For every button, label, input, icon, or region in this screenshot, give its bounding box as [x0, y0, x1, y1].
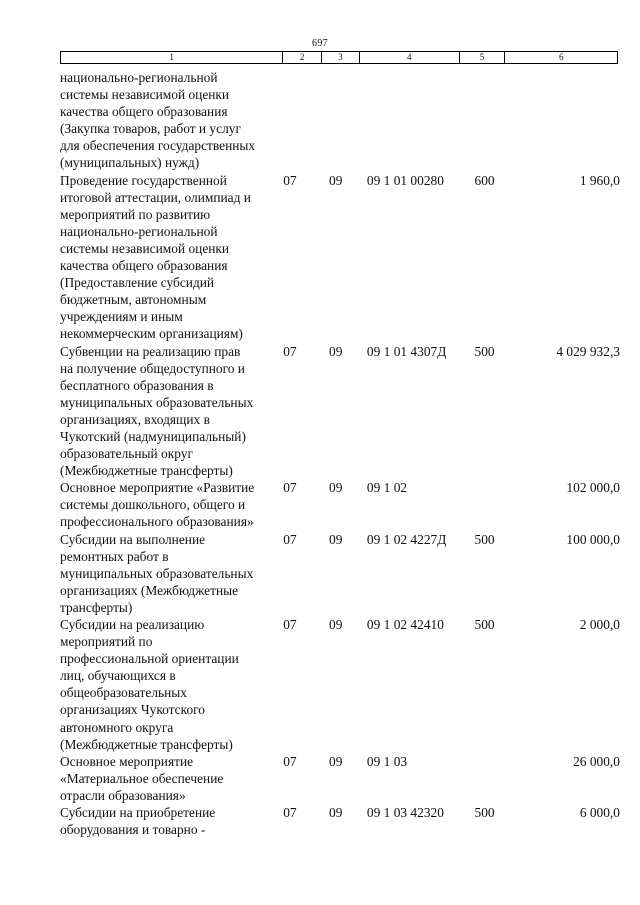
row-name-line: (Закупка товаров, работ и услуг [60, 121, 241, 137]
row-expense-type: 500 [474, 805, 495, 821]
row-name-line: качества общего образования [60, 258, 228, 274]
row-name-line: итоговой аттестации, олимпиад и [60, 189, 251, 205]
row-expense-type [473, 753, 521, 804]
row-name-line: бюджетным, автономным [60, 292, 207, 308]
row-section: 07 [283, 531, 297, 547]
table-row [60, 804, 620, 838]
row-name [60, 804, 281, 838]
row-subsection [321, 69, 367, 172]
header-col-4: 4 [360, 52, 460, 63]
header-col-5: 5 [460, 52, 506, 63]
table-row [60, 172, 620, 343]
row-name [60, 343, 281, 480]
row-name-line: мероприятий по [60, 634, 153, 650]
row-amount: 1 960,0 [579, 172, 620, 188]
row-name-line: ремонтных работ в [60, 548, 169, 564]
header-col-6: 6 [558, 52, 564, 62]
row-section: 07 [283, 753, 297, 769]
table-row [60, 753, 620, 804]
row-name-line: (муниципальных) нужд) [60, 155, 200, 171]
row-name-line: лиц, обучающихся в [60, 668, 176, 684]
table-row [60, 69, 620, 172]
row-expense-type: 500 [474, 343, 495, 359]
row-name-line: для обеспечения государственных [60, 138, 256, 154]
row-name-line: отрасли образования» [60, 787, 186, 803]
row-expense-type [473, 479, 521, 530]
row-name-line: муниципальных образовательных [60, 394, 254, 410]
row-name-line: автономного округа [60, 719, 174, 735]
row-section: 07 [283, 805, 297, 821]
row-target-article: 09 1 02 4227Д [366, 531, 447, 547]
row-name-line: общеобразовательных [60, 685, 188, 701]
row-expense-type: 600 [474, 172, 495, 188]
row-name [60, 172, 281, 343]
row-name [60, 69, 281, 172]
row-name-line: Субвенции на реализацию прав [60, 343, 241, 359]
row-target-article: 09 1 03 42320 [366, 805, 444, 821]
row-name-line: образовательный округ [60, 446, 193, 462]
row-amount: 102 000,0 [566, 480, 620, 496]
row-name-line: системы дошкольного, общего и [60, 497, 246, 513]
row-name-line: Проведение государственной [60, 172, 227, 188]
row-target-article: 09 1 02 [366, 480, 408, 496]
row-name-line: учреждениям и иным [60, 309, 183, 325]
row-amount: 6 000,0 [579, 805, 620, 821]
row-subsection: 09 [329, 805, 343, 821]
row-section: 07 [283, 172, 297, 188]
row-subsection: 09 [329, 480, 343, 496]
row-expense-type [473, 69, 521, 172]
table-header [60, 51, 618, 64]
row-section: 07 [283, 343, 297, 359]
row-name-line: бесплатного образования в [60, 377, 214, 393]
row-name-line: на получение общедоступного и [60, 360, 245, 376]
row-name-line: системы независимой оценки [60, 87, 230, 103]
row-target-article: 09 1 02 42410 [366, 617, 444, 632]
row-subsection: 09 [329, 753, 343, 769]
row-amount: 26 000,0 [573, 753, 620, 769]
row-name-line: профессиональной ориентации [60, 651, 239, 667]
row-name-line: системы независимой оценки [60, 240, 230, 256]
row-expense-type: 500 [474, 531, 495, 547]
row-name-line: (Межбюджетные трансферты) [60, 463, 233, 479]
row-expense-type: 500 [474, 617, 495, 632]
row-subsection: 09 [329, 531, 343, 547]
row-name-line: (Предоставление субсидий [60, 275, 215, 291]
row-amount [520, 69, 620, 172]
row-name-line: Субсидии на приобретение [60, 805, 216, 821]
row-name-line: оборудования и товарно - [60, 822, 206, 838]
row-subsection: 09 [329, 617, 343, 632]
row-target-article [367, 69, 473, 172]
row-target-article: 09 1 03 [366, 753, 408, 769]
table-row [60, 343, 620, 480]
row-name-line: Основное мероприятие [60, 753, 194, 769]
row-name-line: национально-региональной [60, 70, 218, 85]
row-name [60, 616, 281, 753]
row-name-line: профессионального образования» [60, 514, 254, 530]
row-name-line: организациях, входящих в [60, 411, 210, 427]
row-subsection: 09 [329, 172, 343, 188]
row-target-article: 09 1 01 4307Д [366, 343, 447, 359]
row-name-line: Основное мероприятие «Развитие [60, 480, 255, 496]
header-col-1: 1 [61, 52, 283, 63]
header-col-3: 3 [322, 52, 360, 63]
row-name-line: организациях (Межбюджетные [60, 582, 239, 598]
row-name-line: некоммерческим организациям) [60, 326, 243, 342]
row-target-article: 09 1 01 00280 [366, 172, 444, 188]
table-row [60, 616, 620, 753]
row-name-line: Чукотский (надмуниципальный) [60, 428, 246, 444]
table-row [60, 479, 620, 530]
row-section [281, 69, 321, 172]
row-name-line: муниципальных образовательных [60, 565, 254, 581]
row-section: 07 [283, 480, 297, 496]
row-name [60, 531, 281, 616]
row-name-line: трансферты) [60, 599, 133, 615]
row-name-line: качества общего образования [60, 104, 228, 120]
table-body [60, 69, 620, 838]
row-name-line: мероприятий по развитию [60, 206, 211, 222]
row-name [60, 753, 281, 804]
row-name-line: национально-региональной [60, 223, 218, 239]
page-number: 697 [312, 38, 328, 49]
header-col-2: 2 [283, 52, 322, 63]
row-name-line: Субсидии на выполнение [60, 531, 206, 547]
row-name-line: (Межбюджетные трансферты) [60, 736, 233, 752]
table-row [60, 531, 620, 616]
row-amount: 100 000,0 [566, 531, 620, 547]
row-name-line: «Материальное обеспечение [60, 770, 224, 786]
row-name [60, 479, 281, 530]
row-name-line: Субсидии на реализацию [60, 617, 205, 632]
row-section: 07 [283, 617, 297, 632]
row-amount: 2 000,0 [579, 617, 620, 632]
row-amount: 4 029 932,3 [556, 343, 620, 359]
row-name-line: организациях Чукотского [60, 702, 206, 718]
row-subsection: 09 [329, 343, 343, 359]
